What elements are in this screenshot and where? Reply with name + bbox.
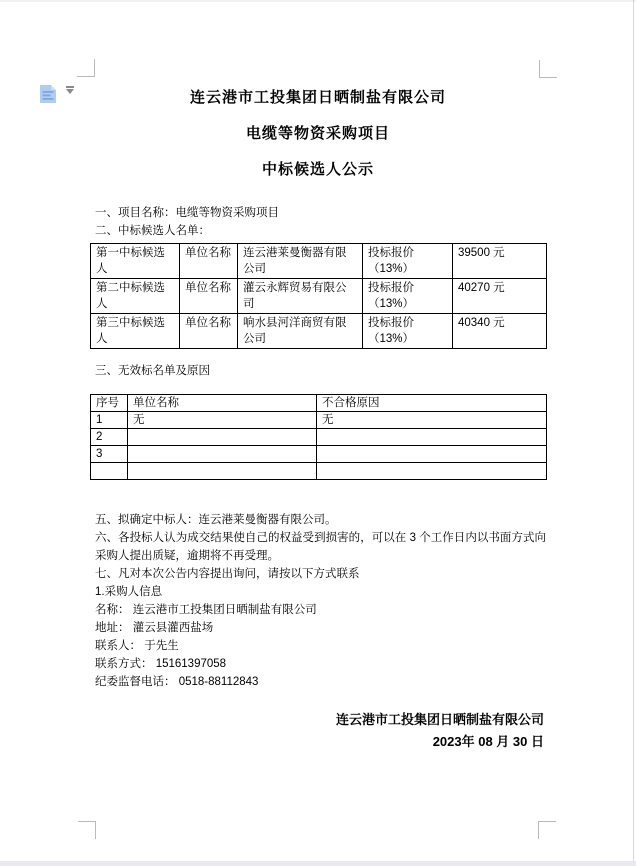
winner-candidates-table [90, 243, 547, 349]
cell-price: 40340 元 [453, 314, 547, 349]
cell-index: 2 [91, 429, 128, 446]
doc-title-project: 电缆等物资采购项目 [245, 125, 390, 142]
cell-rank: 第三中标候选人 [91, 314, 180, 349]
chevron-down-icon [66, 86, 74, 88]
table-row [91, 429, 547, 446]
buyer-contact-person: 联系人： 于先生 [95, 640, 179, 652]
header-company: 单位名称 [128, 395, 317, 412]
paragraph-project-name: 一、项目名称：电缆等物资采购项目 [95, 207, 279, 219]
footer-date: 2023年 08 月 30 日 [432, 734, 544, 749]
doc-title-announcement: 中标候选人公示 [261, 161, 374, 178]
table-row [91, 244, 547, 279]
table-row [91, 314, 547, 349]
cell-reason [317, 429, 547, 446]
cell-label: 单位名称 [180, 244, 238, 279]
cell-company: 灌云永辉贸易有限公司 [238, 279, 363, 314]
table-row [91, 463, 547, 480]
buyer-name: 名称： 连云港市工投集团日晒制盐有限公司 [95, 604, 317, 616]
text-boundary-mark-top-right [539, 60, 557, 78]
page-bottom-edge [0, 861, 636, 866]
cell-company: 连云港莱曼衡器有限公司 [238, 244, 363, 279]
footer-company-signature: 连云港市工投集团日晒制盐有限公司 [335, 712, 544, 727]
buyer-info-heading: 1.采购人信息 [95, 586, 163, 598]
cell-company [128, 429, 317, 446]
paragraph-inquiry-contact: 七、凡对本次公告内容提出询问，请按以下方式联系 [95, 568, 360, 580]
cell-price: 39500 元 [453, 244, 547, 279]
cell-reason [317, 446, 547, 463]
buyer-contact-phone: 联系方式： 15161397058 [95, 658, 227, 670]
paragraph-invalid-bids-heading: 三、无效标名单及原因 [95, 365, 210, 377]
cell-reason [317, 463, 547, 480]
cell-rank: 第一中标候选人 [91, 244, 180, 279]
table-row [91, 279, 547, 314]
cell-price: 40270 元 [453, 279, 547, 314]
table-header-row [91, 395, 547, 412]
cell-company: 响水县河洋商贸有限公司 [238, 314, 363, 349]
cell-company [128, 463, 317, 480]
paragraph-candidate-list-heading: 二、中标候选人名单： [95, 225, 210, 237]
text-boundary-mark-bottom-right [538, 821, 556, 839]
cell-index: 1 [91, 412, 128, 429]
cell-label: 单位名称 [180, 314, 238, 349]
header-reason: 不合格原因 [317, 395, 547, 412]
paragraph-objection-notice: 六、各投标人认为成交结果使自己的权益受到损害的，可以在 3 个工作日内以书面方式向采购人提出质疑，逾期将不再受理。 [95, 532, 546, 562]
cell-price-label: 投标报价（13%） [363, 314, 453, 349]
header-index: 序号 [91, 395, 128, 412]
table-row [91, 412, 547, 429]
text-boundary-mark-top-left [77, 59, 95, 77]
cell-company [128, 446, 317, 463]
paste-options-button[interactable] [34, 80, 80, 108]
invalid-bids-table [90, 394, 547, 480]
cell-label: 单位名称 [180, 279, 238, 314]
page-top-edge [0, 0, 636, 2]
cell-rank: 第二中标候选人 [91, 279, 180, 314]
cell-index: 3 [91, 446, 128, 463]
page-right-edge [633, 0, 634, 861]
doc-title-company: 连云港市工投集团日晒制盐有限公司 [189, 89, 446, 106]
cell-reason: 无 [317, 412, 547, 429]
paragraph-proposed-winner: 五、拟确定中标人：连云港莱曼衡器有限公司。 [95, 514, 337, 526]
cell-index [91, 463, 128, 480]
cell-price-label: 投标报价（13%） [363, 244, 453, 279]
cell-price-label: 投标报价（13%） [363, 279, 453, 314]
cell-company: 无 [128, 412, 317, 429]
table-row [91, 446, 547, 463]
supervision-phone: 纪委监督电话： 0518-88112843 [95, 676, 259, 688]
buyer-address: 地址： 灌云县灌西盐场 [95, 622, 214, 634]
text-boundary-mark-bottom-left [78, 821, 96, 839]
